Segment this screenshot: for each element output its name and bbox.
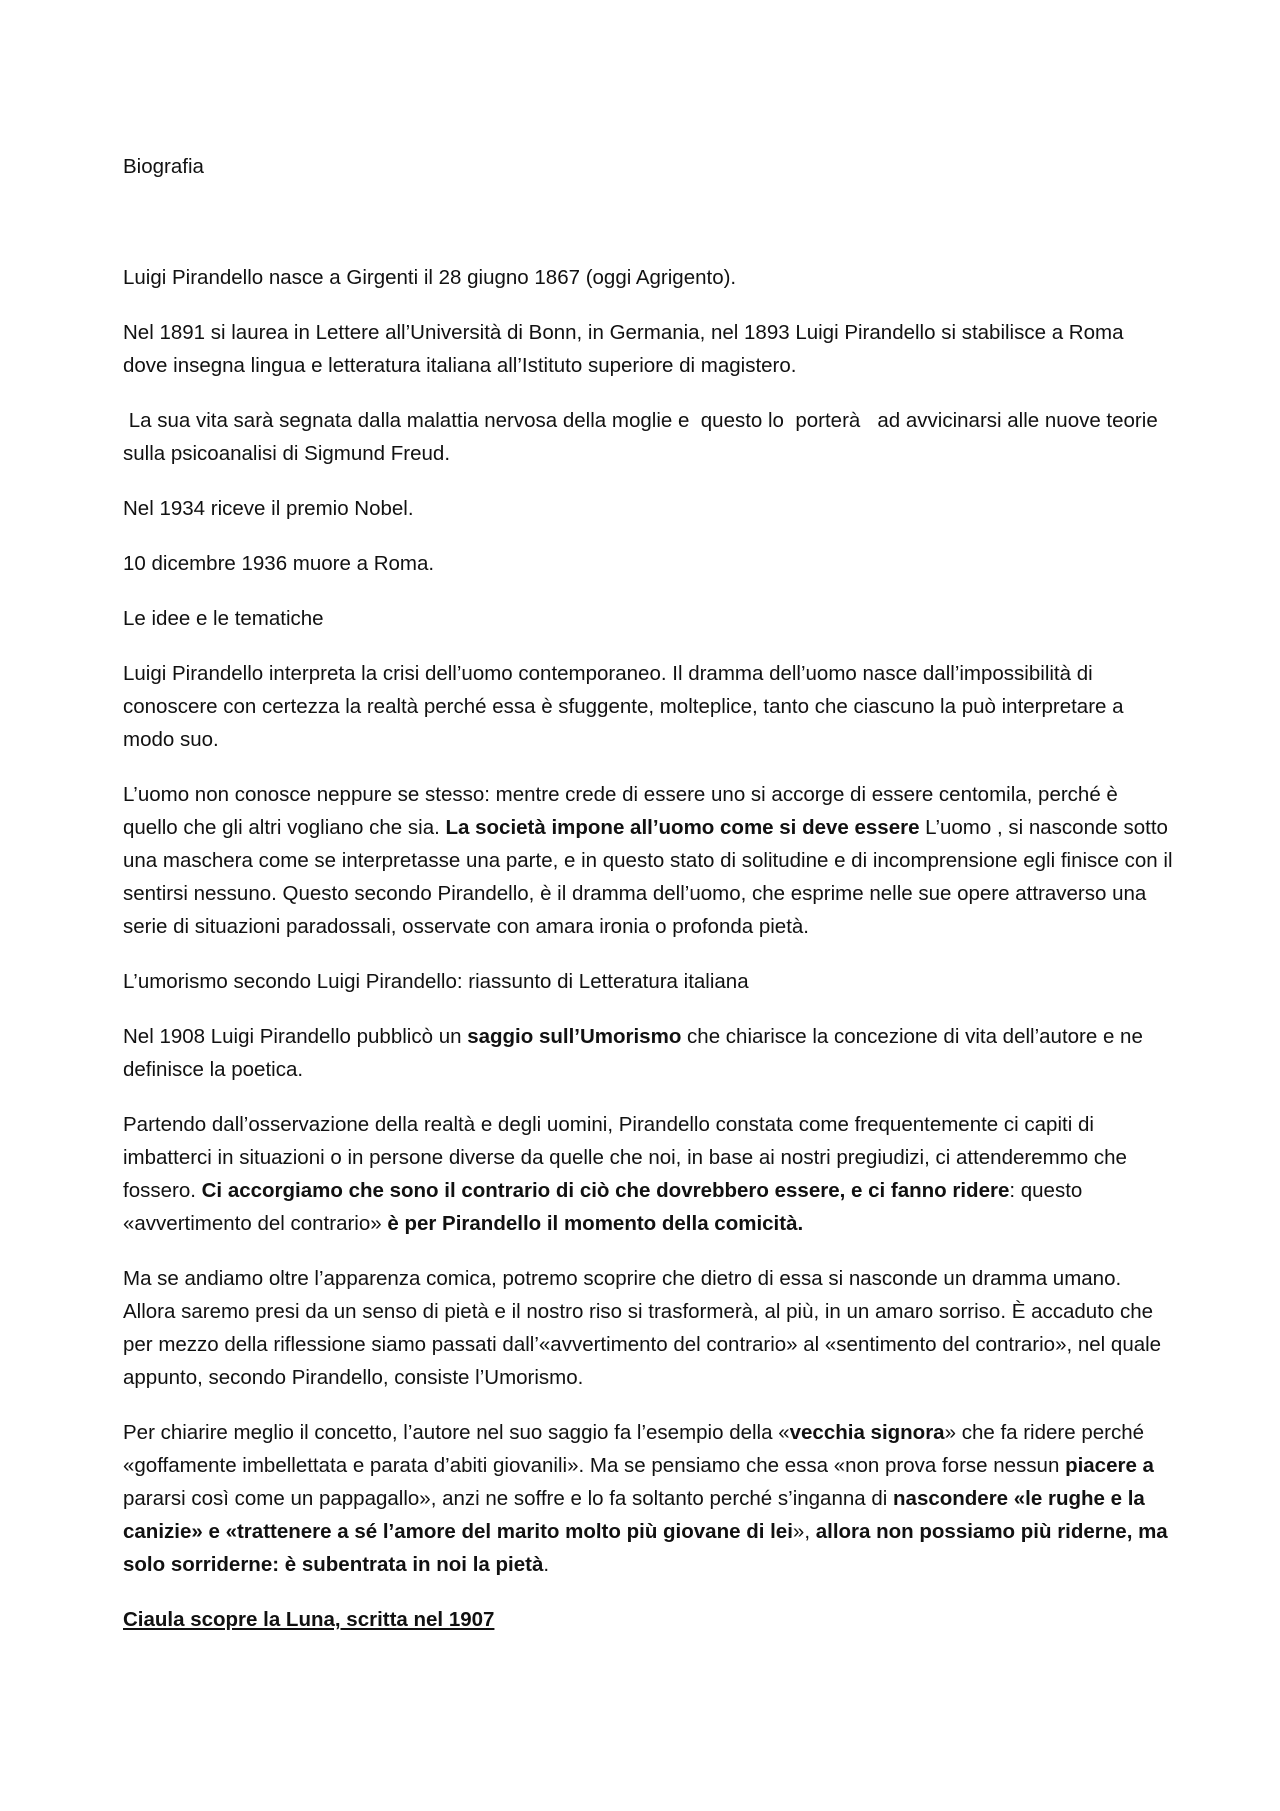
bold-text-run: nascondere «le rughe e la canizie» — [123, 1487, 1145, 1543]
bold-text-run: vecchia signora — [789, 1421, 945, 1444]
section-title-ciaula: Ciaula scopre la Luna, scritta nel 1907 — [123, 1608, 495, 1631]
section-title-umorismo: L’umorismo secondo Luigi Pirandello: riassunto di Letteratura italiana — [123, 970, 749, 993]
text-run: : questo «avvertimento del contrario» — [123, 1179, 1083, 1235]
text-run: Per chiarire meglio il concetto, l’autore nel suo saggio fa l’esempio della « — [123, 1421, 790, 1444]
text-run: L’uomo non conosce neppure se stesso: mentre crede di essere uno si accorge di essere centomila, perché è quello che gli altri vogliano che sia. — [123, 783, 1118, 839]
text-run: . — [543, 1553, 550, 1576]
section-title-biografia: Biografia — [123, 155, 204, 178]
text-run: » che fa ridere perché «goffamente imbellettata e parata d’abiti giovanili». Ma se pensiamo che essa «non prova forse nessun — [123, 1421, 1145, 1477]
bold-text-run: piacere a — [1065, 1454, 1154, 1477]
humor-paragraph-2 — [123, 1108, 1173, 1240]
bold-text-run: e « — [202, 1520, 237, 1543]
text-run: pararsi così come un pappagallo», anzi ne soffre e lo fa soltanto perché s’inganna di — [123, 1487, 894, 1510]
bio-paragraph-education: Nel 1891 si laurea in Lettere all’Università di Bonn, in Germania, nel 1893 Luigi Pirandello si stabilisce a Roma dove insegna lingua e letteratura italiana all’Istituto superiore di magistero. — [123, 321, 1124, 377]
humor-paragraph-4 — [123, 1416, 1173, 1581]
section-title-ideas: Le idee e le tematiche — [123, 607, 324, 630]
text-run: Partendo dall’osservazione della realtà e degli uomini, Pirandello constata come frequentemente ci capiti di imbatterci in situazioni o in persone diverse da quelle che noi, in base ai nostri pregiudizi, ci attenderemmo che fossero. — [123, 1113, 1127, 1202]
bold-text-run: La società impone all’uomo come si deve essere — [445, 816, 920, 839]
bio-paragraph-nobel: Nel 1934 riceve il premio Nobel. — [123, 497, 414, 520]
bold-text-run: trattenere a sé l’amore del marito molto più giovane di lei — [236, 1520, 793, 1543]
text-run: », — [792, 1520, 816, 1543]
bio-paragraph-birth: Luigi Pirandello nasce a Girgenti il 28 giugno 1867 (oggi Agrigento). — [123, 266, 737, 289]
bold-text-run: Ci accorgiamo che sono il contrario di ciò che dovrebbero essere, e ci fanno ridere — [201, 1179, 1010, 1202]
bold-text-run: è per Pirandello il momento della comicità. — [387, 1212, 804, 1235]
ideas-paragraph-2 — [123, 778, 1173, 943]
humor-paragraph-1 — [123, 1020, 1173, 1086]
text-run: che chiarisce la concezione di vita dell’autore e ne definisce la poetica. — [123, 1025, 1143, 1081]
bio-paragraph-death: 10 dicembre 1936 muore a Roma. — [123, 552, 435, 575]
humor-paragraph-3: Ma se andiamo oltre l’apparenza comica, potremo scoprire che dietro di essa si nasconde un dramma umano. Allora saremo presi da un senso di pietà e il nostro riso si trasformerà, al più, in un amaro sorriso. È accaduto che per mezzo della riflessione siamo passati dall’«avvertimento del contrario» al «sentimento del contrario», nel quale appunto, secondo Pirandello, consiste l’Umorismo. — [123, 1267, 1162, 1389]
bold-text-run: saggio sull’Umorismo — [467, 1025, 682, 1048]
text-run: L’uomo , si nasconde sotto una maschera come se interpretasse una parte, e in questo stato di solitudine e di incomprensione egli finisce con il sentirsi nessuno. Questo secondo Pirandello, è il dramma dell’uomo, che esprime nelle sue opere attraverso una serie di situazioni paradossali, osservate con amara ironia o profonda pietà. — [123, 816, 1173, 938]
bold-text-run: allora non possiamo più riderne, ma solo sorriderne: è subentrata in noi la pietà — [123, 1520, 1168, 1576]
text-run: Nel 1908 Luigi Pirandello pubblicò un — [123, 1025, 468, 1048]
bio-paragraph-illness: La sua vita sarà segnata dalla malattia nervosa della moglie e questo lo porterà ad avvicinarsi alle nuove teorie sulla psicoanalisi di Sigmund Freud. — [123, 409, 1164, 465]
ideas-paragraph-1: Luigi Pirandello interpreta la crisi dell’uomo contemporaneo. Il dramma dell’uomo nasce dall’impossibilità di conoscere con certezza la realtà perché essa è sfuggente, molteplice, tanto che ciascuno la può interpretare a modo suo. — [123, 662, 1124, 751]
document-page — [123, 150, 1173, 1658]
